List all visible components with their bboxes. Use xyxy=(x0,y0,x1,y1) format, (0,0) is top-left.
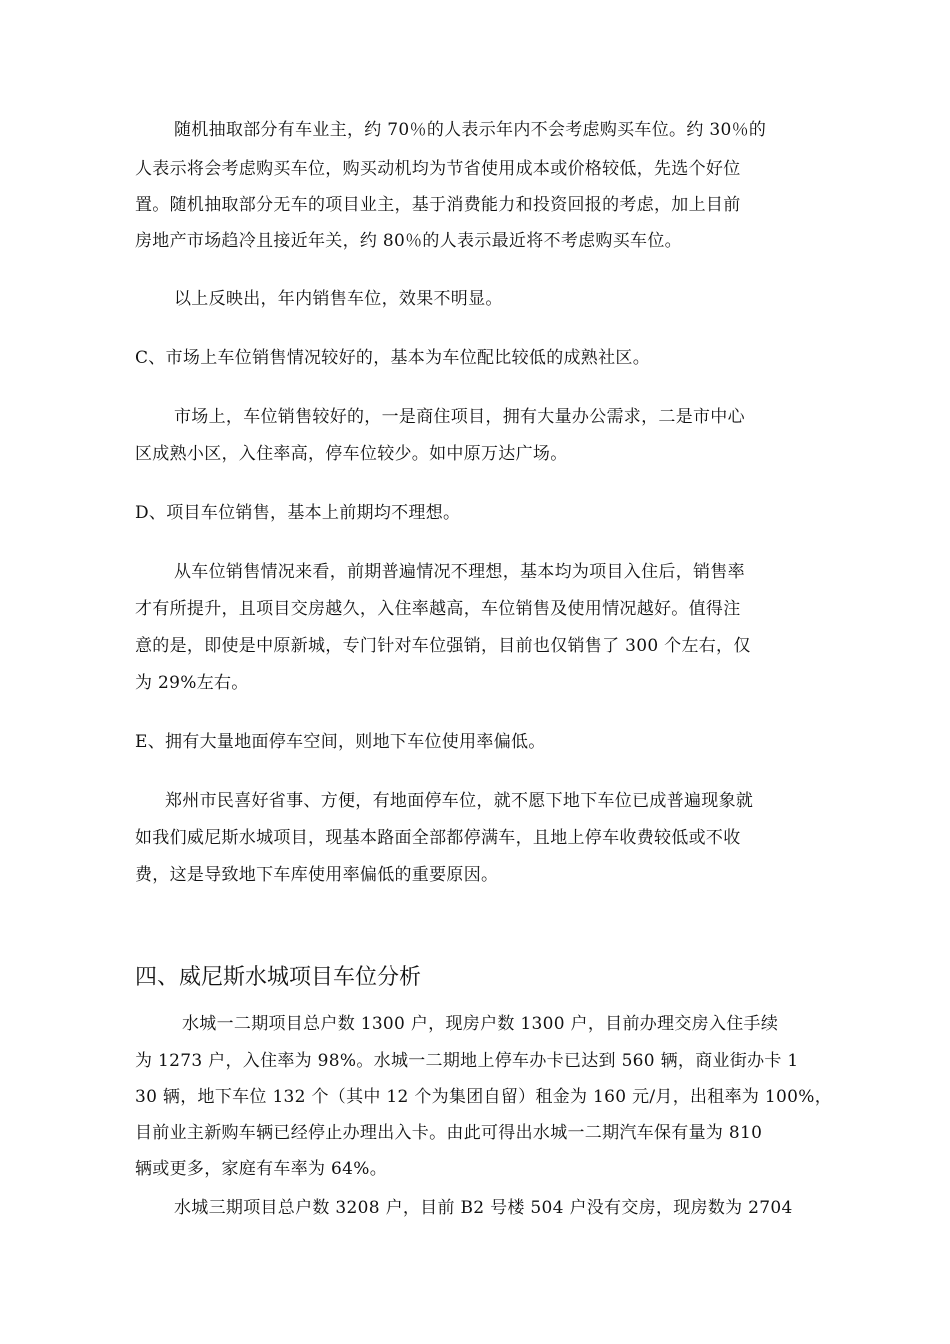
paragraph-phase-3: 水城三期项目总户数 3208 户，目前 B2 号楼 504 户没有交房，现房数为 2704 xyxy=(174,1198,793,1218)
section-c-title: C、市场上车位销售情况较好的，基本为车位配比较低的成熟社区。 xyxy=(135,348,651,368)
paragraph-line: 随机抽取部分有车业主，约 70％的人表示年内不会考虑购买车位。约 30％的 xyxy=(174,120,767,140)
paragraph-line: 30 辆，地下车位 132 个（其中 12 个为集团自留）租金为 160 元/月，出租率为 100%， xyxy=(135,1087,833,1107)
paragraph-line: 辆或更多，家庭有车率为 64%。 xyxy=(135,1159,387,1179)
paragraph-line: 费，这是导致地下车库使用率偏低的重要原因。 xyxy=(135,865,499,885)
paragraph-line: 才有所提升，且项目交房越久，入住率越高，车位销售及使用情况越好。值得注 xyxy=(135,599,741,619)
paragraph-line: 目前业主新购车辆已经停止办理出入卡。由此可得出水城一二期汽车保有量为 810 xyxy=(135,1123,763,1143)
section-d-title: D、项目车位销售，基本上前期均不理想。 xyxy=(135,503,461,523)
paragraph-line: 如我们威尼斯水城项目，现基本路面全部都停满车，且地上停车收费较低或不收 xyxy=(135,828,741,848)
paragraph-conclusion: 以上反映出，年内销售车位，效果不明显。 xyxy=(174,289,503,309)
paragraph-line: 置。随机抽取部分无车的项目业主，基于消费能力和投资回报的考虑，加上目前 xyxy=(135,195,741,215)
paragraph-line: 房地产市场趋冷且接近年关，约 80％的人表示最近将不考虑购买车位。 xyxy=(135,231,682,251)
paragraph-line: 从车位销售情况来看，前期普遍情况不理想，基本均为项目入住后，销售率 xyxy=(174,562,745,582)
paragraph-line: 区成熟小区，入住率高，停车位较少。如中原万达广场。 xyxy=(135,444,568,464)
paragraph-line: 为 1273 户，入住率为 98%。水城一二期地上停车办卡已达到 560 辆，商业街办卡 1 xyxy=(135,1051,799,1071)
paragraph-line: 人表示将会考虑购买车位，购买动机均为节省使用成本或价格较低，先选个好位 xyxy=(135,159,741,179)
section-e-title: E、拥有大量地面停车空间，则地下车位使用率偏低。 xyxy=(135,732,546,752)
section-heading: 四、威尼斯水城项目车位分析 xyxy=(135,965,422,990)
paragraph-line: 郑州市民喜好省事、方便，有地面停车位，就不愿下地下车位已成普遍现象就 xyxy=(165,791,754,811)
paragraph-line: 市场上，车位销售较好的，一是商住项目，拥有大量办公需求，二是市中心 xyxy=(174,407,745,427)
paragraph-line: 水城一二期项目总户数 1300 户，现房户数 1300 户，目前办理交房入住手续 xyxy=(182,1014,779,1034)
paragraph-line: 意的是，即使是中原新城，专门针对车位强销，目前也仅销售了 300 个左右，仅 xyxy=(135,636,751,656)
paragraph-line: 为 29%左右。 xyxy=(135,673,249,693)
